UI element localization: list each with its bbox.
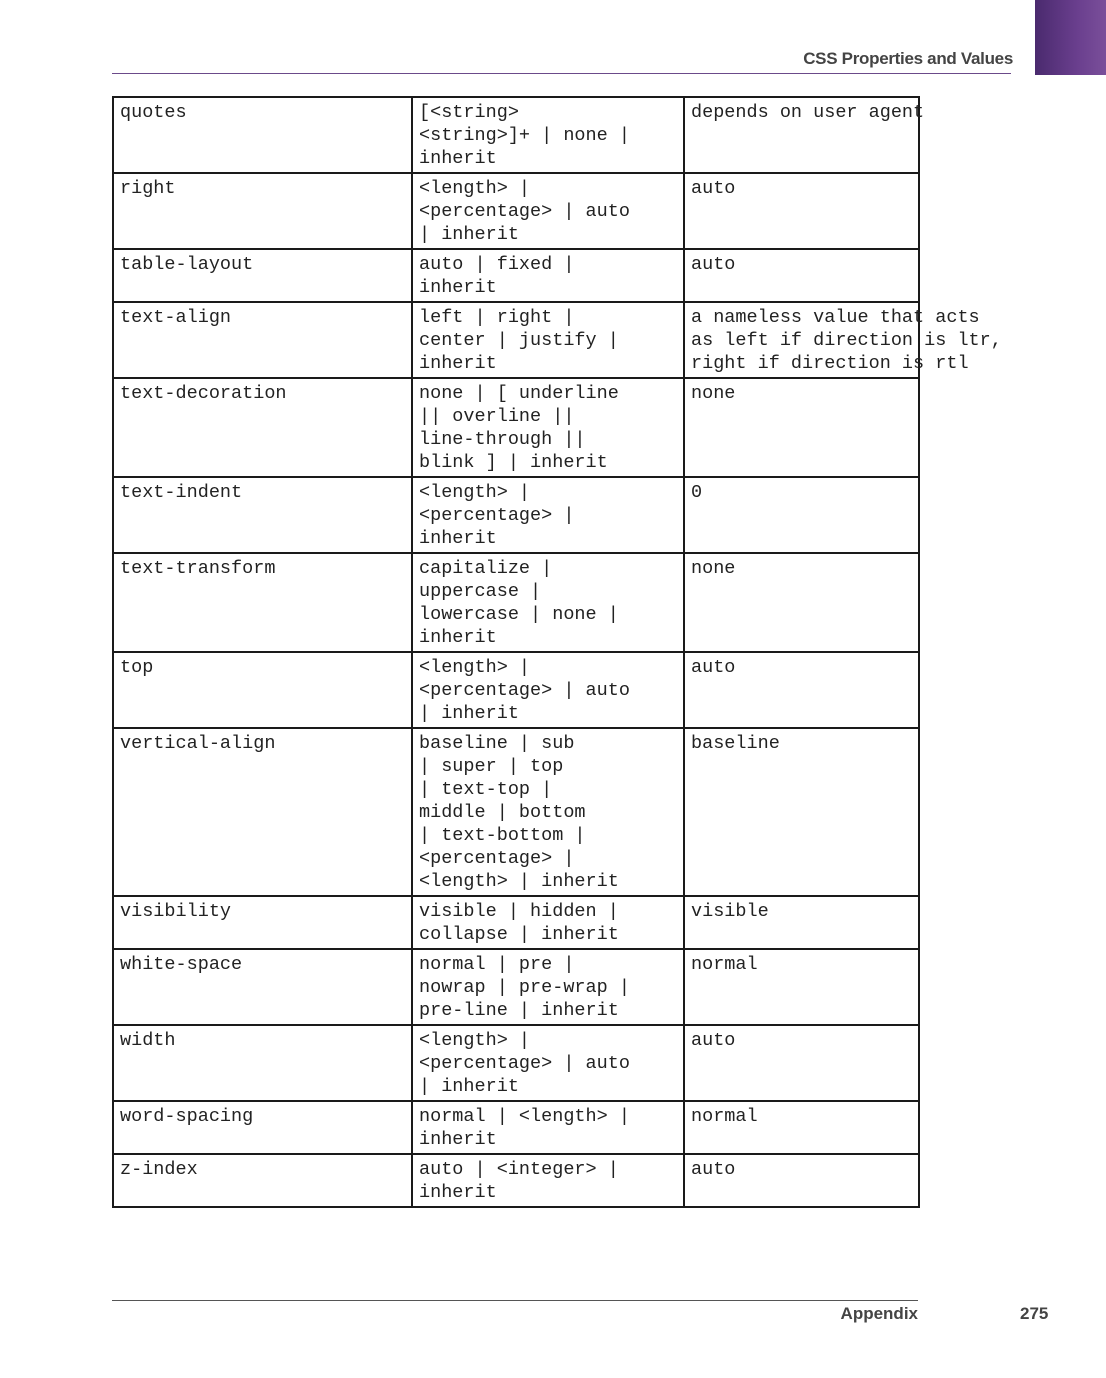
initial-value-cell (684, 249, 919, 302)
values-line: <percentage> | (419, 505, 575, 526)
values-line: line-through || (419, 429, 586, 450)
table-row (113, 249, 919, 302)
property-name-cell: right (113, 173, 412, 249)
values-line: | text-top | (419, 779, 553, 800)
initial-value-cell (684, 1154, 919, 1207)
initial-value-line: baseline (691, 733, 780, 754)
values-line: | text-bottom | (419, 825, 586, 846)
values-line: || overline || (419, 406, 575, 427)
values-line: inherit (419, 353, 497, 374)
property-values-cell (412, 249, 684, 302)
property-values-cell (412, 378, 684, 477)
values-line: | inherit (419, 1076, 519, 1097)
property-values-cell (412, 949, 684, 1025)
initial-value-cell (684, 477, 919, 553)
initial-value-cell (684, 173, 919, 249)
property-values-cell (412, 302, 684, 378)
header-rule (112, 73, 1011, 74)
property-name-cell: text-indent (113, 477, 412, 553)
property-values-cell (412, 553, 684, 652)
values-line: lowercase | none | (419, 604, 619, 625)
values-line: center | justify | (419, 330, 619, 351)
property-name-cell: width (113, 1025, 412, 1101)
footer-section-title: Appendix (840, 1304, 918, 1323)
property-name-cell: white-space (113, 949, 412, 1025)
property-values-cell (412, 728, 684, 896)
table-row (113, 652, 919, 728)
initial-value-line: auto (691, 178, 736, 199)
values-line: <length> | (419, 482, 531, 503)
property-values-cell (412, 97, 684, 173)
values-line: inherit (419, 1182, 497, 1203)
values-line: auto | <integer> | (419, 1159, 619, 1180)
values-line: | inherit (419, 703, 519, 724)
property-name-cell: z-index (113, 1154, 412, 1207)
initial-value-line: as left if direction is ltr, (691, 330, 1002, 351)
property-name-cell: text-align (113, 302, 412, 378)
table-row (113, 1101, 919, 1154)
values-line: [<string> (419, 102, 519, 123)
values-line: left | right | (419, 307, 575, 328)
property-name-cell: vertical-align (113, 728, 412, 896)
initial-value-line: depends on user agent (691, 102, 925, 123)
values-line: normal | pre | (419, 954, 575, 975)
table-row (113, 728, 919, 896)
initial-value-cell (684, 1025, 919, 1101)
initial-value-cell (684, 1101, 919, 1154)
initial-value-line: auto (691, 1159, 736, 1180)
property-values-cell (412, 173, 684, 249)
property-name-cell: visibility (113, 896, 412, 949)
property-name-cell: quotes (113, 97, 412, 173)
table-row (113, 1154, 919, 1207)
initial-value-line: auto (691, 254, 736, 275)
initial-value-cell (684, 896, 919, 949)
values-line: | inherit (419, 224, 519, 245)
chapter-tab (1035, 0, 1106, 75)
values-line: uppercase | (419, 581, 542, 602)
property-values-cell (412, 1025, 684, 1101)
table-body (113, 97, 1002, 1207)
table-row (113, 378, 919, 477)
property-values-cell (412, 896, 684, 949)
table-row (113, 949, 919, 1025)
property-values-cell (412, 477, 684, 553)
values-line: <length> | inherit (419, 871, 619, 892)
initial-value-line: auto (691, 1030, 736, 1051)
values-line: <length> | (419, 178, 531, 199)
initial-value-cell (684, 302, 1002, 378)
css-properties-table (112, 96, 1002, 1208)
values-line: normal | <length> | (419, 1106, 630, 1127)
initial-value-line: normal (691, 954, 758, 975)
values-line: nowrap | pre-wrap | (419, 977, 630, 998)
table-row (113, 1025, 919, 1101)
initial-value-line: a nameless value that acts (691, 307, 980, 328)
values-line: middle | bottom (419, 802, 586, 823)
initial-value-line: visible (691, 901, 769, 922)
values-line: | super | top (419, 756, 564, 777)
property-values-cell (412, 1154, 684, 1207)
values-line: collapse | inherit (419, 924, 619, 945)
values-line: inherit (419, 277, 497, 298)
property-name-cell: top (113, 652, 412, 728)
values-line: capitalize | (419, 558, 553, 579)
table-row (113, 302, 919, 378)
property-name-cell: table-layout (113, 249, 412, 302)
values-line: <percentage> | auto (419, 680, 630, 701)
table-row (113, 173, 919, 249)
values-line: inherit (419, 148, 497, 169)
values-line: visible | hidden | (419, 901, 619, 922)
property-name-cell: text-decoration (113, 378, 412, 477)
values-line: baseline | sub (419, 733, 575, 754)
values-line: <length> | (419, 1030, 531, 1051)
initial-value-cell (684, 97, 925, 173)
page-number: 275 (1020, 1304, 1049, 1323)
initial-value-line: normal (691, 1106, 758, 1127)
footer-rule (112, 1300, 918, 1301)
initial-value-line: 0 (691, 482, 703, 503)
values-line: pre-line | inherit (419, 1000, 619, 1021)
initial-value-cell (684, 378, 919, 477)
table-row (113, 477, 919, 553)
values-line: none | [ underline (419, 383, 619, 404)
initial-value-cell (684, 728, 919, 896)
table-row (113, 553, 919, 652)
values-line: inherit (419, 528, 497, 549)
values-line: blink ] | inherit (419, 452, 608, 473)
initial-value-line: none (691, 383, 736, 404)
table-row (113, 97, 919, 173)
running-header: CSS Properties and Values (803, 49, 1013, 68)
values-line: <length> | (419, 657, 531, 678)
values-line: <percentage> | auto (419, 1053, 630, 1074)
property-name-cell: word-spacing (113, 1101, 412, 1154)
values-line: <string>]+ | none | (419, 125, 630, 146)
initial-value-line: none (691, 558, 736, 579)
values-line: <percentage> | auto (419, 201, 630, 222)
property-values-cell (412, 652, 684, 728)
property-name-cell: text-transform (113, 553, 412, 652)
initial-value-cell (684, 652, 919, 728)
initial-value-cell (684, 553, 919, 652)
initial-value-line: auto (691, 657, 736, 678)
property-values-cell (412, 1101, 684, 1154)
values-line: inherit (419, 1129, 497, 1150)
values-line: auto | fixed | (419, 254, 575, 275)
initial-value-cell (684, 949, 919, 1025)
table-row (113, 896, 919, 949)
values-line: <percentage> | (419, 848, 575, 869)
values-line: inherit (419, 627, 497, 648)
initial-value-line: right if direction is rtl (691, 353, 969, 374)
